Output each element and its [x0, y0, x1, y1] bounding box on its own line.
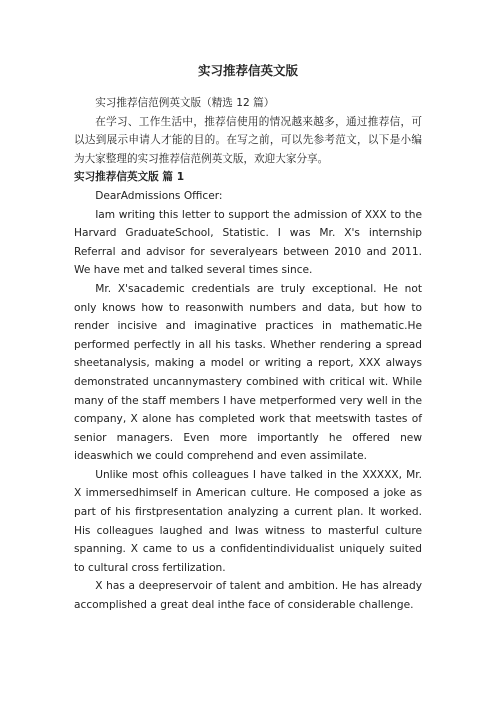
document-title: 实习推荐信英文版	[197, 63, 298, 78]
letter-salutation: DearAdmissions Officer:	[95, 189, 223, 202]
document-subtitle: 实习推荐信范例英文版（精选 12 篇）	[95, 97, 275, 109]
intro-paragraph: 在学习、工作生活中，推荐信使用的情况越来越多，通过推荐信，可以达到展示申请人才能的目的。在写之前，可以先参考范文，以下是小编为大家整理的实习推荐信范例英文版，欢迎大家分享。	[74, 115, 422, 165]
section-heading: 实习推荐信英文版 篇 1	[74, 171, 185, 184]
letter-paragraph-4: X has a deepreservoir of talent and ambition. He has already accomplished a great deal inthe face of considerable challenge.	[74, 580, 422, 612]
letter-paragraph-3: Unlike most ofhis colleagues I have talked in the XXXXX, Mr. X immersedhimself in American culture. He composed a joke as part of his firstpresentation analyzing a current plan. It worked. His colleagues laughed and Iwas witness to masterful culture spanning. X came to us a confidentindividualist uniquely suited to cultural cross fertilization.	[74, 468, 422, 574]
letter-paragraph-2: Mr. X'sacademic credentials are truly exceptional. He not only knows how to reasonwith numbers and data, but how to render incisive and imaginative practices in mathematic.He performed perfectly in all his tasks. Whether rendering a spread sheetanalysis, making a model or writing a report, XXX always demonstrated uncannymastery combined with critical wit. While many of the staff members I have metperformed very well in the company, X alone has completed work that meetswith tastes of senior managers. Even more importantly he offered new ideaswhich we could comprehend and even assimilate.	[74, 282, 422, 463]
letter-paragraph-1: Iam writing this letter to support the admission of XXX to the Harvard GraduateSchool, Statistic. I was Mr. X's internship Referral and advisor for severalyears between 2010 and 2011. We have met and talked several times since.	[74, 208, 422, 277]
